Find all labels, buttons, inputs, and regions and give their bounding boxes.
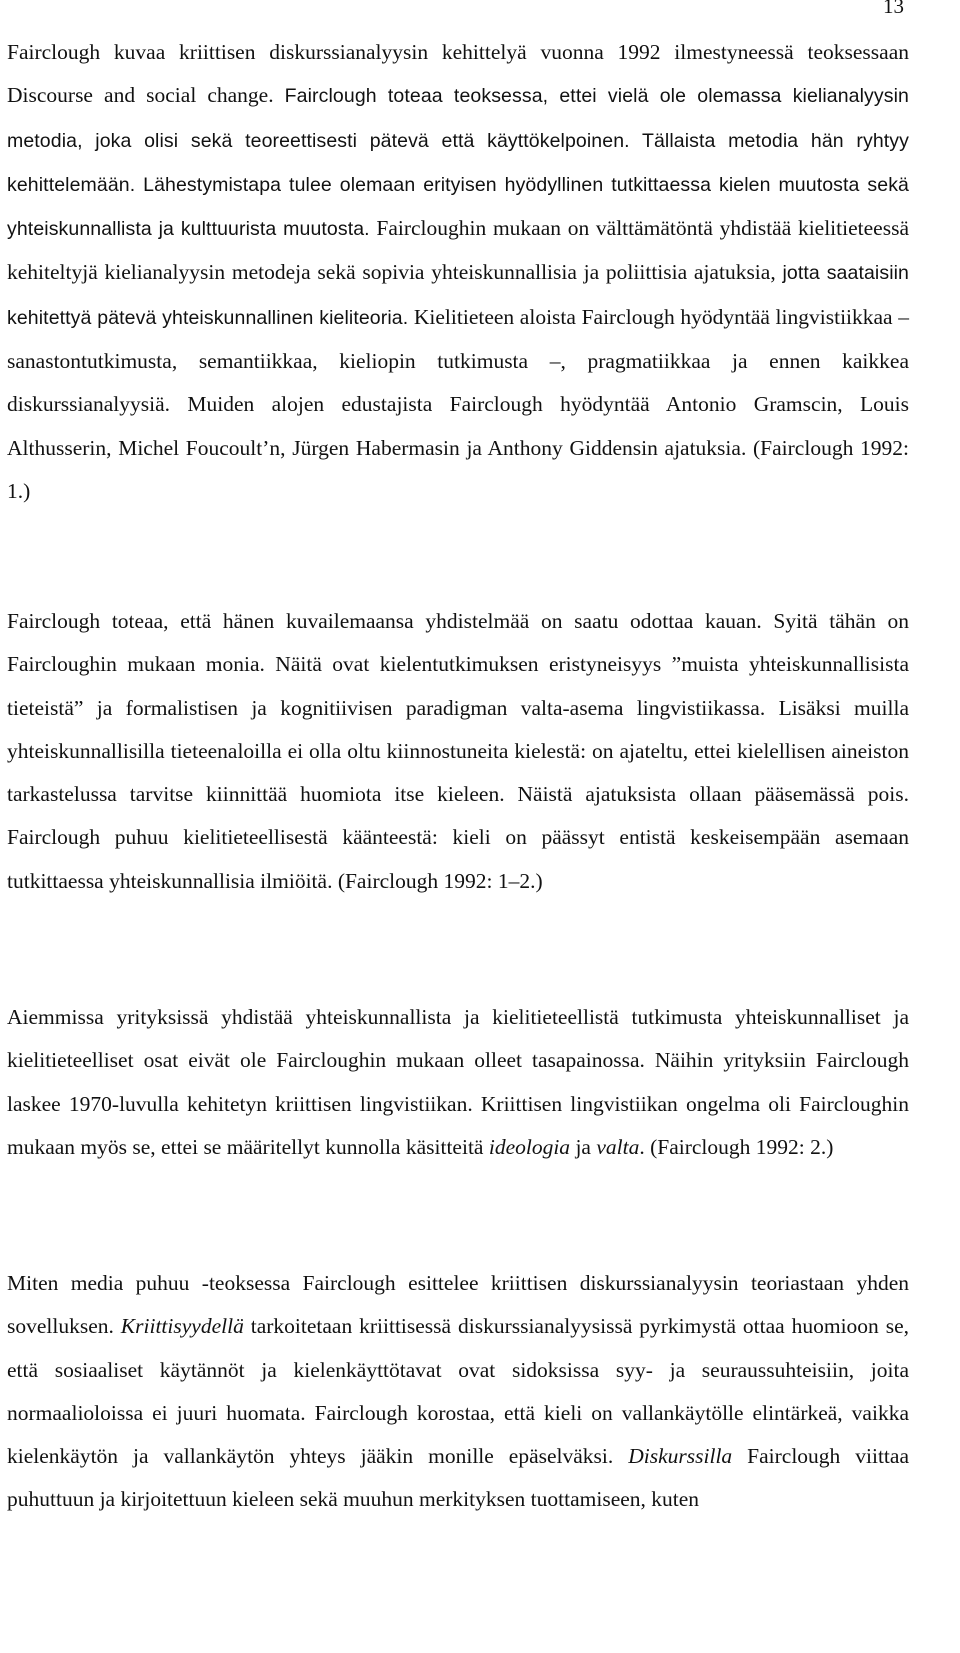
paragraph-1-sentence-3: Faircloughin mukaan on välttämätöntä yhdistää kielitieteessä kehiteltyjä kielianalyysin metodeja sekä sopivia yhteiskunnallisia ja poliittisia ajatuksia, [7, 216, 909, 285]
paragraph-4-text-b: tarkoitetaan kriittisessä diskurssianalyysissä pyrkimystä ottaa huomioon se, että sosiaaliset käytännöt ja kielenkäyttötavat ovat sidoksissa syy- ja seuraussuhteisiin, joita normaalioloissa ei juuri huomata. Fairclough korostaa, että kieli on vallankäytölle elintärkeä, vaikka kielenkäytön ja vallankäytön yhteys jääkin monille epäselväksi. [7, 1314, 909, 1469]
paragraph-4 [7, 1262, 909, 1522]
paragraph-1 [7, 31, 909, 513]
paragraph-3-text-b: ja [570, 1134, 597, 1159]
term-valta: valta [596, 1134, 640, 1159]
paragraph-3-text-a: Aiemmissa yrityksissä yhdistää yhteiskunnallista ja kielitieteellistä tutkimusta yhteiskunnalliset ja kielitieteelliset osat eivät ole Faircloughin mukaan olleet tasapainossa. Näihin yrityksiin Fairclough laskee 1970-luvulla kehitetyn kriittisen lingvistiikan. Kriittisen lingvistiikan ongelma oli Faircloughin mukaan myös se, ettei se määritellyt kunnolla käsitteitä [7, 1005, 909, 1159]
paragraph-1-sentence-4: jotta saataisiin kehitettyä pätevä yhteiskunnallinen kieliteoria. [7, 262, 909, 329]
paragraph-3-text-c: . (Fairclough 1992: 2.) [639, 1134, 834, 1159]
paragraph-1-sentence-5: Kielitieteen aloista Fairclough hyödyntää lingvistiikkaa – sanastontutkimusta, semantiikkaa, kieliopin tutkimusta –, pragmatiikkaa ja ennen kaikkea diskurssianalyysiä. Muiden alojen edustajista Fairclough hyödyntää Antonio Gramscin, Louis Althusserin, Michel Foucoult’n, Jürgen Habermasin ja Anthony Giddensin ajatuksia. (Fairclough 1992: 1.) [7, 304, 909, 503]
paragraph-4-text-c: Fairclough viittaa puhuttuun ja kirjoitettuun kieleen sekä muuhun merkityksen tuottamiseen, kuten [7, 1444, 909, 1512]
paragraph-1-sentence-2: Fairclough toteaa teoksessa, ettei vielä ole olemassa kielianalyysin metodia, joka olisi sekä teoreettisesti pätevä että käyttökelpoinen. Tällaista metodia hän ryhtyy kehittelemään. Lähestymistapa tulee olemaan erityisen hyödyllinen tutkittaessa kielen muutosta sekä yhteiskunnallista ja kulttuurista muutosta. [7, 85, 909, 241]
paragraph-2: Fairclough toteaa, että hänen kuvailemaansa yhdistelmää on saatu odottaa kauan. Syitä tähän on Faircloughin mukaan monia. Näitä ovat kielentutkimuksen eristyneisyys ”muista yhteiskunnallisista tieteistä” ja formalistisen ja kognitiivisen paradigman valta-asema lingvistiikassa. Lisäksi muilla yhteiskunnallisilla tieteenaloilla ei olla oltu kiinnostuneita kielestä: on ajateltu, ettei kielellisen aineiston tarkastelussa tarvitse kiinnittää huomiota itse kieleen. Näistä ajatuksista ollaan pääsemässä pois. Fairclough puhuu kielitieteellisestä käänteestä: kieli on päässyt entistä keskeisempään asemaan tutkittaessa yhteiskunnallisia ilmiöitä. (Fairclough 1992: 1–2.) [7, 609, 909, 893]
page-number: 13 [883, 0, 904, 18]
paragraph-1-sentence-1: Fairclough kuvaa kriittisen diskurssianalyysin kehittelyä vuonna 1992 ilmestyneessä teoksessaan Discourse and social change. [7, 40, 909, 108]
term-diskurssilla: Diskurssilla [628, 1444, 733, 1469]
term-kriittisyydella: Kriittisyydellä [120, 1314, 244, 1339]
paragraph-4-text-a: Miten media puhuu -teoksessa Fairclough esittelee kriittisen diskurssianalyysin teoriastaan yhden sovelluksen. [7, 1271, 909, 1339]
term-ideologia: ideologia [488, 1134, 571, 1159]
paragraph-3 [7, 996, 909, 1169]
